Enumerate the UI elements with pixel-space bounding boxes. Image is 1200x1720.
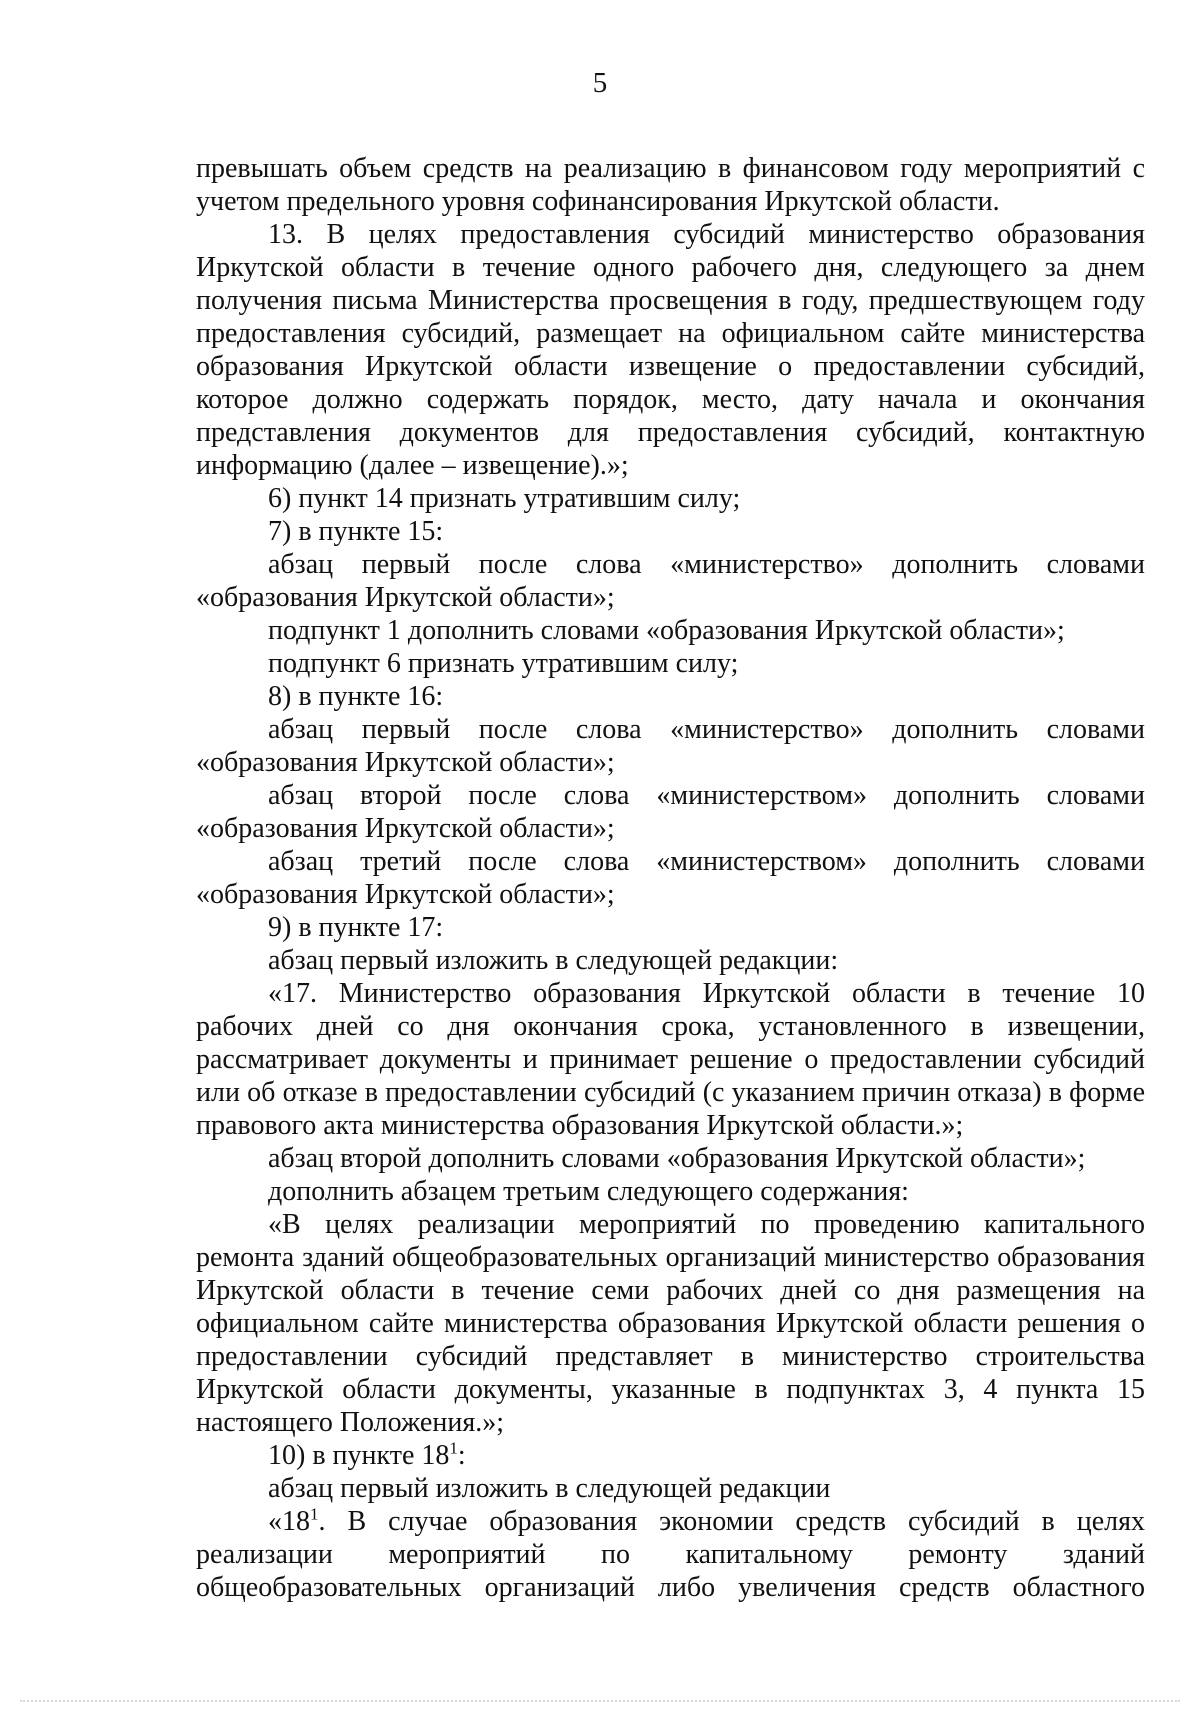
paragraph-subitem-10 (196, 1439, 1145, 1472)
paragraph-subitem-6: 6) пункт 14 признать утратившим силу; (268, 483, 741, 514)
paragraph-amendment: абзац первый после слова «министерство» дополнить словами «образования Иркутской области»; (196, 714, 1145, 778)
paragraph-amendment: дополнить абзацем третьим следующего содержания: (268, 1176, 909, 1207)
paragraph-text: . В случае образования экономии средств субсидий в целях реализации мероприятий по капитальному ремонту зданий общеобразовательных организаций либо увеличения средств областного (196, 1506, 1145, 1603)
paragraph-continuation: превышать объем средств на реализацию в финансовом году мероприятий с учетом предельного уровня софинансирования Иркутской области. (196, 153, 1145, 217)
paragraph-quoted-item-18-1 (196, 1505, 1145, 1604)
paragraph-amendment: абзац первый после слова «министерство» дополнить словами «образования Иркутской области»; (196, 549, 1145, 613)
paragraph-amendment: абзац второй после слова «министерством» дополнить словами «образования Иркутской области»; (196, 780, 1145, 844)
paragraph-quoted-item-17: «17. Министерство образования Иркутской области в течение 10 рабочих дней со дня окончания срока, установленного в извещении, рассматривает документы и принимает решение о предоставлении субсидий или об отказе в предоставлении субсидий (с указанием причин отказа) в форме правового акта министерства образования Иркутской области.»; (196, 978, 1145, 1141)
paragraph-amendment: абзац первый изложить в следующей редакции (268, 1473, 831, 1504)
paragraph-amendment: абзац третий после слова «министерством» дополнить словами «образования Иркутской области»; (196, 846, 1145, 910)
paragraph-amendment: абзац второй дополнить словами «образования Иркутской области»; (268, 1143, 1086, 1174)
paragraph-amendment: подпункт 6 признать утратившим силу; (268, 648, 739, 679)
paragraph-text: : (457, 1440, 466, 1471)
paragraph-subitem-7: 7) в пункте 15: (268, 516, 444, 547)
scan-edge-artifact (20, 1700, 1180, 1704)
superscript: 1 (449, 1438, 458, 1458)
paragraph-quoted-addition: «В целях реализации мероприятий по проведению капитального ремонта зданий общеобразовательных организаций министерство образования Иркутской области в течение семи рабочих дней со дня размещения на официальном сайте министерства образования Иркутской области решения о предоставлении субсидий представляет в министерство строительства Иркутской области документы, указанные в подпунктах 3, 4 пункта 15 настоящего Положения.»; (196, 1209, 1145, 1438)
document-body (196, 152, 1145, 1604)
superscript: 1 (310, 1504, 319, 1524)
page-number: 5 (592, 67, 608, 99)
paragraph-amendment: абзац первый изложить в следующей редакции: (268, 945, 839, 976)
paragraph-subitem-8: 8) в пункте 16: (268, 681, 444, 712)
paragraph-item-13: 13. В целях предоставления субсидий министерство образования Иркутской области в течение одного рабочего дня, следующего за днем получения письма Министерства просвещения в году, предшествующем году предоставления субсидий, размещает на официальном сайте министерства образования Иркутской области извещение о предоставлении субсидий, которое должно содержать порядок, место, дату начала и окончания представления документов для предоставления субсидий, контактную информацию (далее – извещение).»; (196, 219, 1145, 481)
paragraph-text: 10) в пункте 18 (268, 1440, 450, 1471)
paragraph-amendment: подпункт 1 дополнить словами «образования Иркутской области»; (268, 615, 1065, 646)
paragraph-text: «18 (268, 1506, 310, 1537)
paragraph-subitem-9: 9) в пункте 17: (268, 912, 444, 943)
